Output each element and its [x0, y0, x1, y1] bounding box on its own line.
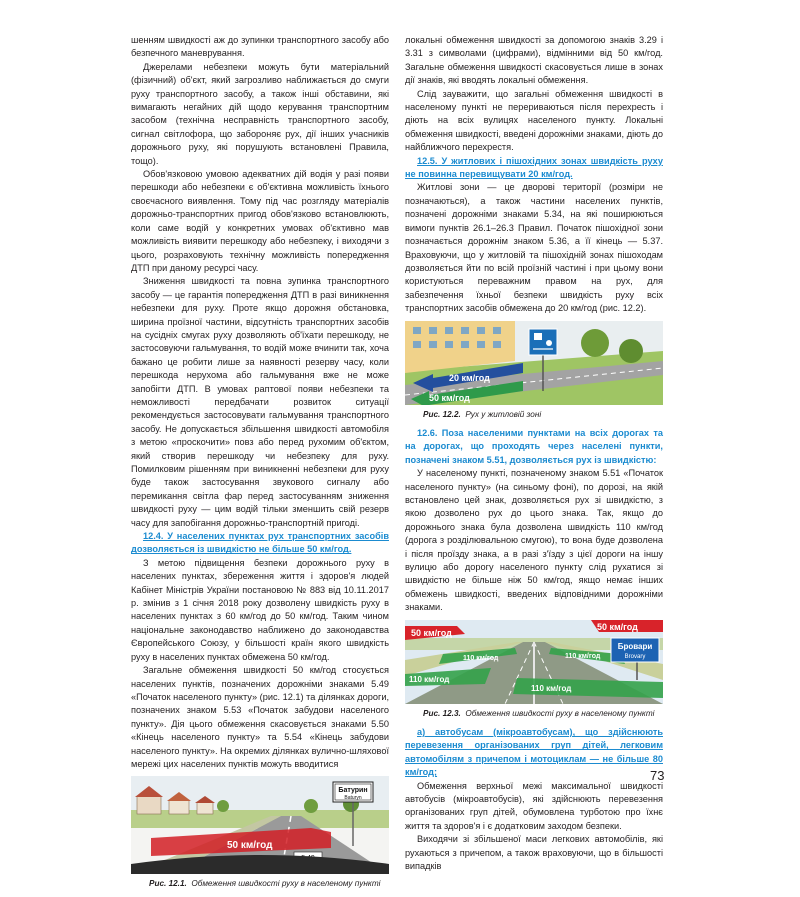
sign-text-bottom: Brovary	[624, 653, 646, 660]
lane-speed-label: 110 км/год	[531, 683, 572, 693]
section-heading-12-6: 12.6. Поза населеними пунктами на всіх дорогах та на дорогах, що проходять через населені пункти, позначені знаком 5.51, дозволяється рух із швидкістю:	[405, 427, 663, 465]
paragraph: З метою підвищення безпеки дорожнього руху в населених пунктах, збереження життя і здоров'я людей Кабінет Міністрів України постановою № 883 від 10.11.2017 р. змінив з 1 січня 2018 року дозволену швидкість руху в населених пунктах з 60 км/год до 50 км/год. Таким чином національне законодавство наближено до законодавства Європейського Союзу, у більшості країн якого швидкість руху в населених пунктах обмежена 50 км/год.	[131, 557, 389, 662]
figure-12-3	[405, 620, 663, 704]
speed-left-label: 50 км/год	[411, 627, 452, 638]
speed-right-label: 50 км/год	[597, 621, 638, 632]
paragraph: шенням швидкості аж до зупинки транспортного засобу або безпечного маневрування.	[131, 35, 389, 59]
paragraph: Слід зауважити, що загальні обмеження швидкості в населеному пункті не перериваються після перехресть і діють на всіх вулицях населеного пункту. Локальні обмеження швидкості, введені дорожніми знаками, діють до найближчого перехрестя.	[405, 88, 663, 153]
caption-number: Рис. 12.2.	[423, 409, 461, 419]
town-speed-illustration	[131, 776, 389, 874]
subsection-heading-a: а) автобусам (мікроавтобусам), що здійснюють перевезення організованих груп дітей, легковим автомобілям з причепом і мотоциклам — не більше 80 км/год;	[405, 727, 663, 778]
speed-slow-label: 20 км/год	[449, 372, 490, 383]
figure-caption	[149, 877, 389, 890]
paragraph: локальні обмеження швидкості за допомогою знаків 3.29 і 3.31 з символами (цифрами), відмінними від 50 км/год. Загальне обмеження швидкості скасовується лише в зонах дії знаків, які вводять локальні обмеження.	[405, 35, 663, 86]
caption-text: Обмеження швидкості руху в населеному пункті	[465, 708, 655, 718]
caption-number: Рис. 12.1.	[149, 879, 187, 889]
paragraph: Загальне обмеження швидкості 50 км/год стосується населених пунктів, позначених дорожніми знаками 5.49 «Початок населеного пункту» (рис. 12.1) та ділянках дороги, позначених знаком 5.53 «Початок забудови населеного пункту». Дія цього обмеження скасовується знаками 5.50 «Кінець населеного пункту» та 5.54 «Кінець забудови населеного пункту». На окремих ділянках вулично-шляхової мережі цих населених пунктів можуть вводитися	[131, 665, 389, 769]
page-number: 73	[650, 768, 665, 783]
paragraph: Зниження швидкості та повна зупинка транспортного засобу — це гарантія попередження ДТП в разі виникнення небезпеки для руху. Проте якщо дорожня обстановка, ширина проїзної частини, відсутність транспортних засобів на сусідніх смугах руху дозволяють об'їхати перешкоду, не застосовуючи гальмування, то водій може вчинити так, хоча бажано це робити лише за наявності резерву часу, коли перешкода нерухома або гальмування вже не може запобігти ДТП. В умовах раптової появи небезпеки та неможливості передбачати розвиток ситуації рекомендується застосовувати гальмування транспортного засобу. Не допускається збільшення швидкості автомобіля з метою «проскочити» повз або перед рухомим об'єктом, який створив перешкоду чи небезпеку для руху. Помилковим рішенням при виникненні небезпеки для руху буде також застосування звукового сигналу або перемикання світла фар перед застосуванням зниження швидкості руху — цим водій тільки зменшить свій резерв часу для запобігання дорожньо-транспортній пригоді.	[131, 276, 389, 528]
paragraph: Обов'язковою умовою адекватних дій водія у разі появи перешкоди або небезпеки є об'єктивна можливість їхнього своєчасного виявлення. Тому під час розгляду матеріалів дорожньо-транспортних пригод обов'язково встановлюють, коли саме водій у конкретних умовах об'єктивно мав можливість виявити перешкоду або небезпеку, і виходячи з цього, розраховують технічну можливість попередження ДТП при даному ресурсі часу.	[131, 169, 389, 273]
section-heading-12-4: 12.4. У населених пунктах рух транспортних засобів дозволяється із швидкістю не більше 50 км/год.	[131, 531, 389, 555]
section-heading-12-5: 12.5. У житлових і пішохідних зонах швидкість руху не повинна перевищувати 20 км/год.	[405, 155, 663, 180]
caption-text: Рух у житловій зоні	[465, 409, 542, 419]
lane-speed-label: 110 км/год	[565, 652, 601, 660]
sign-text-top: Бровари	[617, 641, 653, 651]
left-column	[131, 34, 389, 897]
highway-town-illustration	[405, 620, 663, 704]
paragraph: Обмеження верхньої межі максимальної швидкості автобусів (мікроавтобусів), які здійснюють перевезення організованих груп дітей, обумовлена турботою про їхнє життя та здоров'я і є додатковим заходом безпеки.	[405, 780, 663, 831]
sign-text-bottom: Baturyn	[344, 795, 362, 802]
residential-zone-illustration	[405, 321, 663, 405]
figure-12-1	[131, 776, 389, 874]
right-column	[405, 34, 663, 874]
lane-speed-label: 110 км/год	[409, 674, 450, 684]
paragraph: У населеному пункті, позначеному знаком 5.51 «Початок населеного пункту» (на синьому фоні), по дорозі, на якій встановлено цей знак, дозволяється рух зі швидкістю, з якою дозволено рух до цього знака. Так, якщо до дорожнього знака була дозволена швидкість 110 км/год (дорога з розділювальною смугою), то вона буде дозволена і після проїзду знака, а в разі з'їзду з цієї дороги на іншу вулицю або дорогу населеного пункту слід рухатися зі швидкістю не більше ніж 50 км/год, якщо немає інших обмежень швидкості, введених відповідними дорожніми знаками.	[405, 468, 663, 613]
figure-12-2	[405, 321, 663, 405]
figure-caption	[423, 707, 663, 720]
speed-label: 50 км/год	[227, 840, 273, 852]
caption-number: Рис. 12.3.	[423, 708, 461, 718]
caption-text: Обмеження швидкості руху в населеному пункті	[191, 879, 381, 889]
sign-text-top: Батурин	[338, 787, 368, 795]
paragraph: Джерелами небезпеки можуть бути матеріальний (фізичний) об'єкт, який загрозливо наближається до смуги руху транспортного засобу, а також інші обставини, які вимагають негайних дій щодо керування транспортним засобом (технічна несправність транспортного засобу, сигнал світлофора, що забороняє рух, дії інших учасників дорожнього руху, які порушують встановлені Правила, тощо).	[131, 61, 389, 166]
paragraph: Житлові зони — це дворові території (розміри не позначаються), а також частини населених пунктів, позначені дорожніми знаками 5.34, на які поширюються вимоги пунктів 26.1–26.3 Правил. Початок пішохідної зони позначається дорожнім знаком 5.36, а її кінець — 5.37. Враховуючи, що у житловій та пішохідній зонах пішоходам дозволяється йти по всій проїзній частині і при цьому вони користуються переважним правом на рух, для забезпечення їхньої безпеки швидкість руху всіх транспортних засобів обмежена до 20 км/год (рис. 12.2).	[405, 182, 663, 314]
figure-caption	[423, 408, 663, 421]
lane-speed-label: 110 км/год	[463, 654, 499, 662]
paragraph: Виходячи зі збільшеної маси легкових автомобілів, які рухаються з причепом, а також враховуючи, що в більшості випадків	[405, 834, 663, 872]
speed-fast-label: 50 км/год	[429, 392, 470, 403]
